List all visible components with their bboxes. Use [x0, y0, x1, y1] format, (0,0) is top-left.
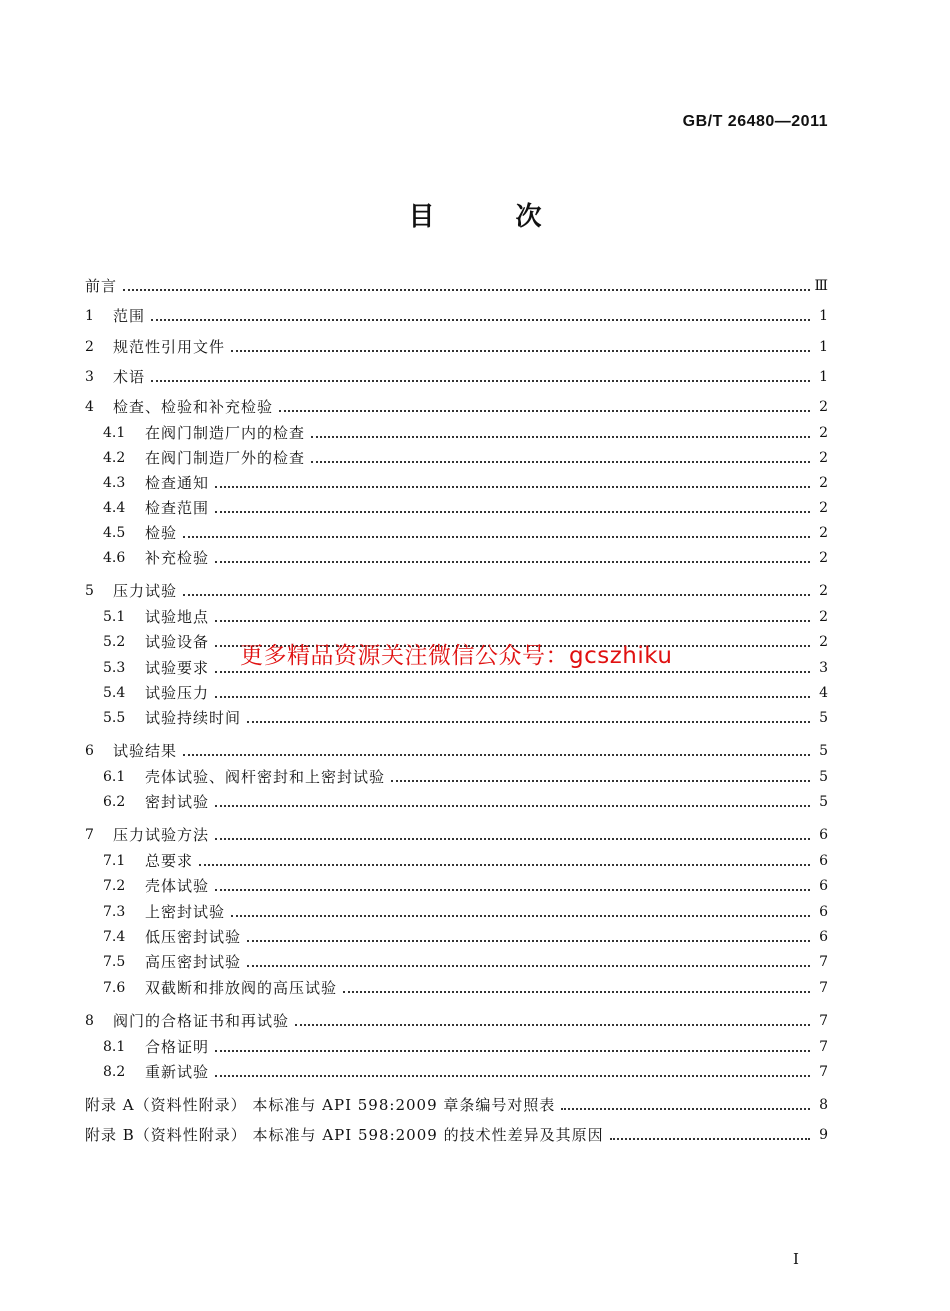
page-title: 目 次 — [408, 202, 578, 232]
toc-subentry[interactable] — [103, 492, 828, 518]
dot-leader — [215, 511, 810, 513]
toc-entry-page: 3 — [819, 660, 828, 676]
toc-subentry[interactable] — [103, 921, 828, 947]
toc-entry[interactable] — [85, 735, 828, 761]
toc-entry-page: 5 — [819, 710, 828, 726]
dot-leader — [215, 838, 810, 840]
dot-leader — [215, 671, 810, 673]
toc-entry-number: 3 — [85, 369, 94, 385]
toc-subentry[interactable] — [103, 845, 828, 871]
toc-entry-page: 2 — [819, 583, 828, 599]
toc-entry-label: 试验地点 — [145, 608, 210, 626]
toc-entry-number: 7.5 — [103, 954, 126, 970]
toc-entry-page: 1 — [819, 339, 828, 355]
toc-entry[interactable] — [85, 1005, 828, 1031]
toc-entry-label: 高压密封试验 — [145, 953, 242, 971]
toc-entry-label: 总要求 — [145, 852, 194, 870]
toc-entry-number: 4.1 — [103, 425, 126, 441]
toc-entry-label: 试验持续时间 — [145, 709, 242, 727]
dot-leader — [215, 889, 810, 891]
toc-entry-page: 2 — [819, 450, 828, 466]
toc-entry-page: 8 — [819, 1097, 828, 1113]
toc-entry-label: 附录 B（资料性附录） 本标准与 API 598:2009 的技术性差异及其原因 — [85, 1126, 604, 1144]
dot-leader — [215, 620, 810, 622]
toc-entry-page: 1 — [819, 308, 828, 324]
dot-leader — [295, 1024, 810, 1026]
toc-entry-number: 7 — [85, 827, 94, 843]
toc-entry-label: 术语 — [113, 368, 146, 386]
toc-subentry[interactable] — [103, 786, 828, 812]
toc-entry-label: 试验压力 — [145, 684, 210, 702]
toc-entry-label: 检查通知 — [145, 474, 210, 492]
toc-entry-number: 8.1 — [103, 1039, 126, 1055]
document-code: GB/T 26480—2011 — [682, 113, 828, 130]
dot-leader — [215, 1075, 810, 1077]
toc-entry-page: 6 — [819, 904, 828, 920]
toc-entry-page: 4 — [819, 685, 828, 701]
dot-leader — [231, 350, 810, 352]
dot-leader — [151, 319, 810, 321]
toc-entry-page: 9 — [819, 1127, 828, 1143]
toc-subentry[interactable] — [103, 1031, 828, 1057]
toc-entry-number: 6 — [85, 743, 94, 759]
toc-entry-number: 8 — [85, 1013, 94, 1029]
toc-entry-label: 附录 A（资料性附录） 本标准与 API 598:2009 章条编号对照表 — [85, 1096, 556, 1114]
toc-entry-number: 5.1 — [103, 609, 126, 625]
toc-entry-label: 在阀门制造厂外的检查 — [145, 449, 306, 467]
toc-entry-number: 7.4 — [103, 929, 126, 945]
toc-entry-number: 7.2 — [103, 878, 126, 894]
toc-entry-number: 6.1 — [103, 769, 126, 785]
toc-entry-number: 2 — [85, 339, 94, 355]
toc-entry-label: 规范性引用文件 — [113, 338, 226, 356]
toc-entry-page: 2 — [819, 475, 828, 491]
toc-entry-page: 7 — [819, 1064, 828, 1080]
toc-subentry[interactable] — [103, 702, 828, 728]
toc-entry-label: 合格证明 — [145, 1038, 210, 1056]
toc-entry-page: 5 — [819, 743, 828, 759]
dot-leader — [247, 940, 810, 942]
toc-entry-page: 2 — [819, 500, 828, 516]
dot-leader — [231, 915, 810, 917]
toc-entry-label: 前言 — [85, 277, 118, 295]
toc-entry-page: 6 — [819, 827, 828, 843]
toc-entry-number: 6.2 — [103, 794, 126, 810]
toc-subentry[interactable] — [103, 601, 828, 627]
dot-leader — [610, 1138, 810, 1140]
toc-entry[interactable] — [85, 270, 828, 296]
toc-subentry[interactable] — [103, 946, 828, 972]
dot-leader — [183, 754, 810, 756]
toc-entry-page: 2 — [819, 399, 828, 415]
toc-entry-page: 7 — [819, 980, 828, 996]
toc-entry-page: 7 — [819, 954, 828, 970]
toc-subentry[interactable] — [103, 677, 828, 703]
dot-leader — [183, 594, 810, 596]
toc-entry-number: 5.4 — [103, 685, 126, 701]
toc-entry-label: 压力试验方法 — [113, 826, 210, 844]
toc-entry-label: 重新试验 — [145, 1063, 210, 1081]
dot-leader — [215, 486, 810, 488]
dot-leader — [343, 991, 810, 993]
toc-entry-number: 7.6 — [103, 980, 126, 996]
dot-leader — [279, 410, 810, 412]
toc-entry-label: 补充检验 — [145, 549, 210, 567]
toc-subentry[interactable] — [103, 417, 828, 443]
toc-entry-label: 双截断和排放阀的高压试验 — [145, 979, 338, 997]
toc-entry[interactable] — [85, 1119, 828, 1145]
dot-leader — [311, 436, 810, 438]
toc-entry-number: 4.2 — [103, 450, 126, 466]
toc-subentry[interactable] — [103, 467, 828, 493]
toc-entry-page: 5 — [819, 769, 828, 785]
dot-leader — [391, 780, 810, 782]
toc-entry-label: 阀门的合格证书和再试验 — [113, 1012, 290, 1030]
toc-entry-label: 压力试验 — [113, 582, 178, 600]
dot-leader — [215, 696, 810, 698]
toc-entry-number: 1 — [85, 308, 94, 324]
toc-entry-label: 壳体试验、阀杆密封和上密封试验 — [145, 768, 386, 786]
toc-entry-label: 检验 — [145, 524, 178, 542]
toc-subentry[interactable] — [103, 1056, 828, 1082]
page-number: I — [793, 1250, 799, 1268]
toc-subentry[interactable] — [103, 972, 828, 998]
toc-entry[interactable] — [85, 1089, 828, 1115]
toc-entry-label: 壳体试验 — [145, 877, 210, 895]
dot-leader — [199, 864, 810, 866]
toc-entry-page: 2 — [819, 425, 828, 441]
toc-entry-number: 5.2 — [103, 634, 126, 650]
toc-entry-page: 6 — [819, 853, 828, 869]
toc-entry-page: 7 — [819, 1013, 828, 1029]
dot-leader — [123, 289, 810, 291]
toc-entry[interactable] — [85, 391, 828, 417]
toc-entry-page: 6 — [819, 929, 828, 945]
toc-entry-number: 4.6 — [103, 550, 126, 566]
toc-entry-number: 7.1 — [103, 853, 126, 869]
dot-leader — [183, 536, 810, 538]
toc-entry-page: 5 — [819, 794, 828, 810]
toc-entry-label: 范围 — [113, 307, 146, 325]
toc-entry-page: 7 — [819, 1039, 828, 1055]
toc-entry-label: 检查、检验和补充检验 — [113, 398, 274, 416]
toc-entry-label: 试验结果 — [113, 742, 178, 760]
toc-subentry[interactable] — [103, 761, 828, 787]
toc-entry-page: 2 — [819, 525, 828, 541]
toc-entry[interactable] — [85, 361, 828, 387]
toc-entry-number: 4.5 — [103, 525, 126, 541]
toc-subentry[interactable] — [103, 870, 828, 896]
toc-entry-number: 4 — [85, 399, 94, 415]
toc-subentry[interactable] — [103, 442, 828, 468]
toc-entry-label: 在阀门制造厂内的检查 — [145, 424, 306, 442]
toc-entry-page: 1 — [819, 369, 828, 385]
toc-entry-page: Ⅲ — [814, 278, 828, 294]
dot-leader — [215, 561, 810, 563]
toc-entry-number: 8.2 — [103, 1064, 126, 1080]
toc-entry-label: 检查范围 — [145, 499, 210, 517]
dot-leader — [215, 805, 810, 807]
toc-entry-number: 5.3 — [103, 660, 126, 676]
toc-entry-label: 上密封试验 — [145, 903, 226, 921]
toc-entry-number: 4.3 — [103, 475, 126, 491]
toc-entry[interactable] — [85, 331, 828, 357]
toc-entry-number: 7.3 — [103, 904, 126, 920]
dot-leader — [561, 1108, 810, 1110]
dot-leader — [247, 721, 810, 723]
toc-entry-number: 5 — [85, 583, 94, 599]
toc-subentry[interactable] — [103, 542, 828, 568]
toc-entry-number: 5.5 — [103, 710, 126, 726]
toc-entry-page: 2 — [819, 550, 828, 566]
toc-entry-label: 试验设备 — [145, 633, 210, 651]
dot-leader — [151, 380, 810, 382]
toc-entry[interactable] — [85, 819, 828, 845]
dot-leader — [311, 461, 810, 463]
toc-entry-label: 低压密封试验 — [145, 928, 242, 946]
toc-subentry[interactable] — [103, 517, 828, 543]
watermark-text: 更多精品资源关注微信公众号：gcszhiku — [240, 643, 673, 669]
dot-leader — [215, 1050, 810, 1052]
toc-entry-number: 4.4 — [103, 500, 126, 516]
dot-leader — [247, 965, 810, 967]
toc-entry-label: 试验要求 — [145, 659, 210, 677]
toc-entry[interactable] — [85, 300, 828, 326]
toc-entry[interactable] — [85, 575, 828, 601]
toc-entry-page: 2 — [819, 609, 828, 625]
toc-subentry[interactable] — [103, 896, 828, 922]
toc-entry-page: 6 — [819, 878, 828, 894]
toc-entry-label: 密封试验 — [145, 793, 210, 811]
toc-entry-page: 2 — [819, 634, 828, 650]
